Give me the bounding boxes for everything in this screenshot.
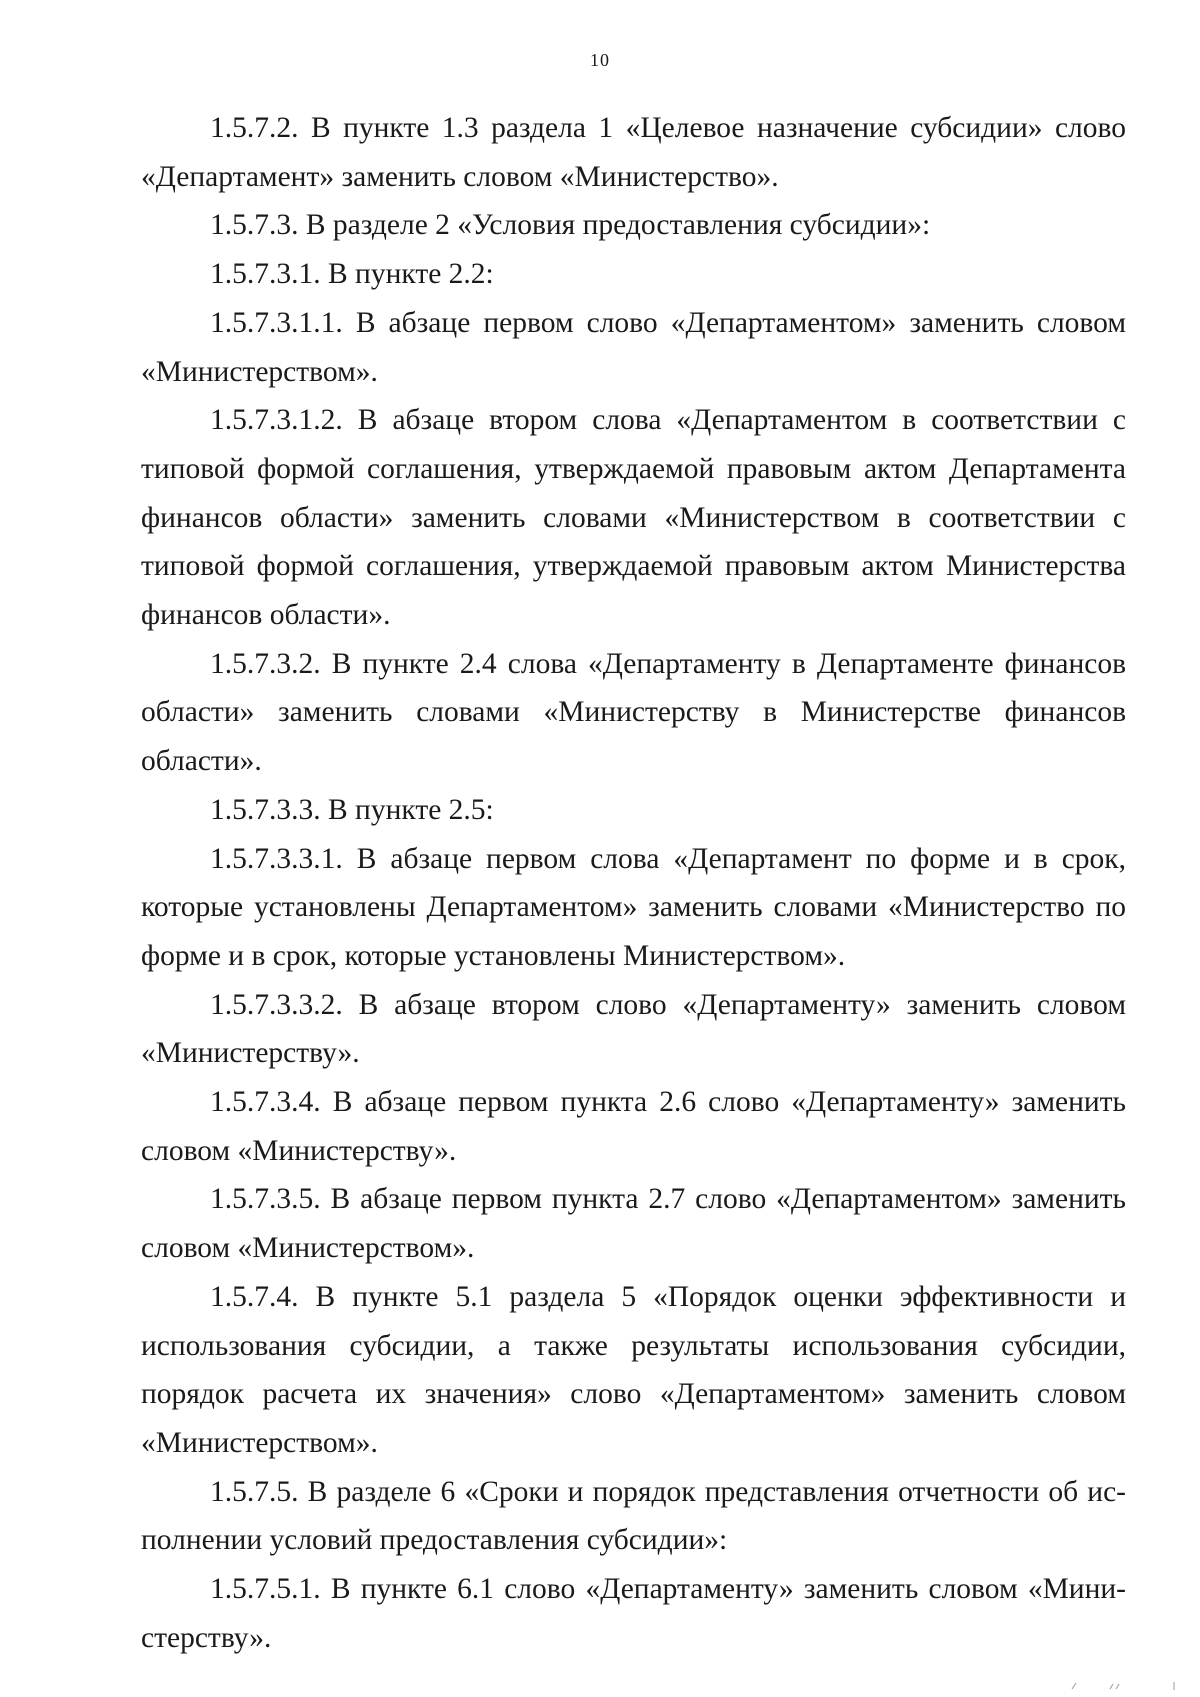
paragraph-1-5-7-3-1: 1.5.7.3.1. В пункте 2.2: <box>210 258 494 291</box>
paragraph-1-5-7-5-1: 1.5.7.5.1. В пункте 6.1 слово «Департаменту» заменить словом «Министерству». <box>141 1573 1126 1654</box>
document-body <box>141 104 1126 1663</box>
paragraph-1-5-7-3-5: 1.5.7.3.5. В абзаце первом пункта 2.7 слово «Департаментом» заменить словом «Министерством». <box>141 1183 1126 1265</box>
page-number: 10 <box>590 50 610 70</box>
paragraph-1-5-7-3: 1.5.7.3. В разделе 2 «Условия предоставления субсидии»: <box>210 209 931 242</box>
paragraph-1-5-7-4: 1.5.7.4. В пункте 5.1 раздела 5 «Порядок оценки эффективности и использования субсидии, а также результаты использования субсидии, порядок расчета их значения» слово «Департаментом» заменить словом «Министерством». <box>141 1280 1126 1459</box>
paragraph-1-5-7-2: 1.5.7.2. В пункте 1.3 раздела 1 «Целевое назначение субсидии» слово «Департамент» заменить словом «Министерство». <box>141 112 1126 193</box>
paragraph-1-5-7-3-3-2: 1.5.7.3.3.2. В абзаце втором слово «Департаменту» заменить словом «Министерству». <box>141 988 1126 1070</box>
paragraph-1-5-7-3-1-2: 1.5.7.3.1.2. В абзаце втором слова «Департаментом в соответствии с типовой формой соглашения, утверждаемой правовым актом Департамента финансов области» заменить словами «Министерством в соответствии с типовой формой соглашения, утверждаемой правовым актом Министерства финансов области». <box>141 404 1126 632</box>
paragraph-1-5-7-3-3: 1.5.7.3.3. В пункте 2.5: <box>210 793 494 826</box>
paragraph-1-5-7-3-3-1: 1.5.7.3.3.1. В абзаце первом слова «Департамент по форме и в срок, которые установлены Департаментом» заменить словами «Министерство по форме и в срок, которые установлены Министерством». <box>141 842 1126 972</box>
paragraph-1-5-7-5: 1.5.7.5. В разделе 6 «Сроки и порядок представления отчетности об исполнении условий предоставления субсидии»: <box>141 1475 1126 1557</box>
paragraph-1-5-7-3-2: 1.5.7.3.2. В пункте 2.4 слова «Департаменту в Департаменте финансов области» заменить словами «Министерству в Министерстве финансов области». <box>141 647 1126 778</box>
scan-artifact-mark <box>1070 1681 1180 1691</box>
paragraph-1-5-7-3-4: 1.5.7.3.4. В абзаце первом пункта 2.6 слово «Департаменту» заменить словом «Министерству». <box>141 1086 1126 1167</box>
paragraph-1-5-7-3-1-1: 1.5.7.3.1.1. В абзаце первом слово «Департаментом» заменить словом «Министерством». <box>141 306 1126 388</box>
